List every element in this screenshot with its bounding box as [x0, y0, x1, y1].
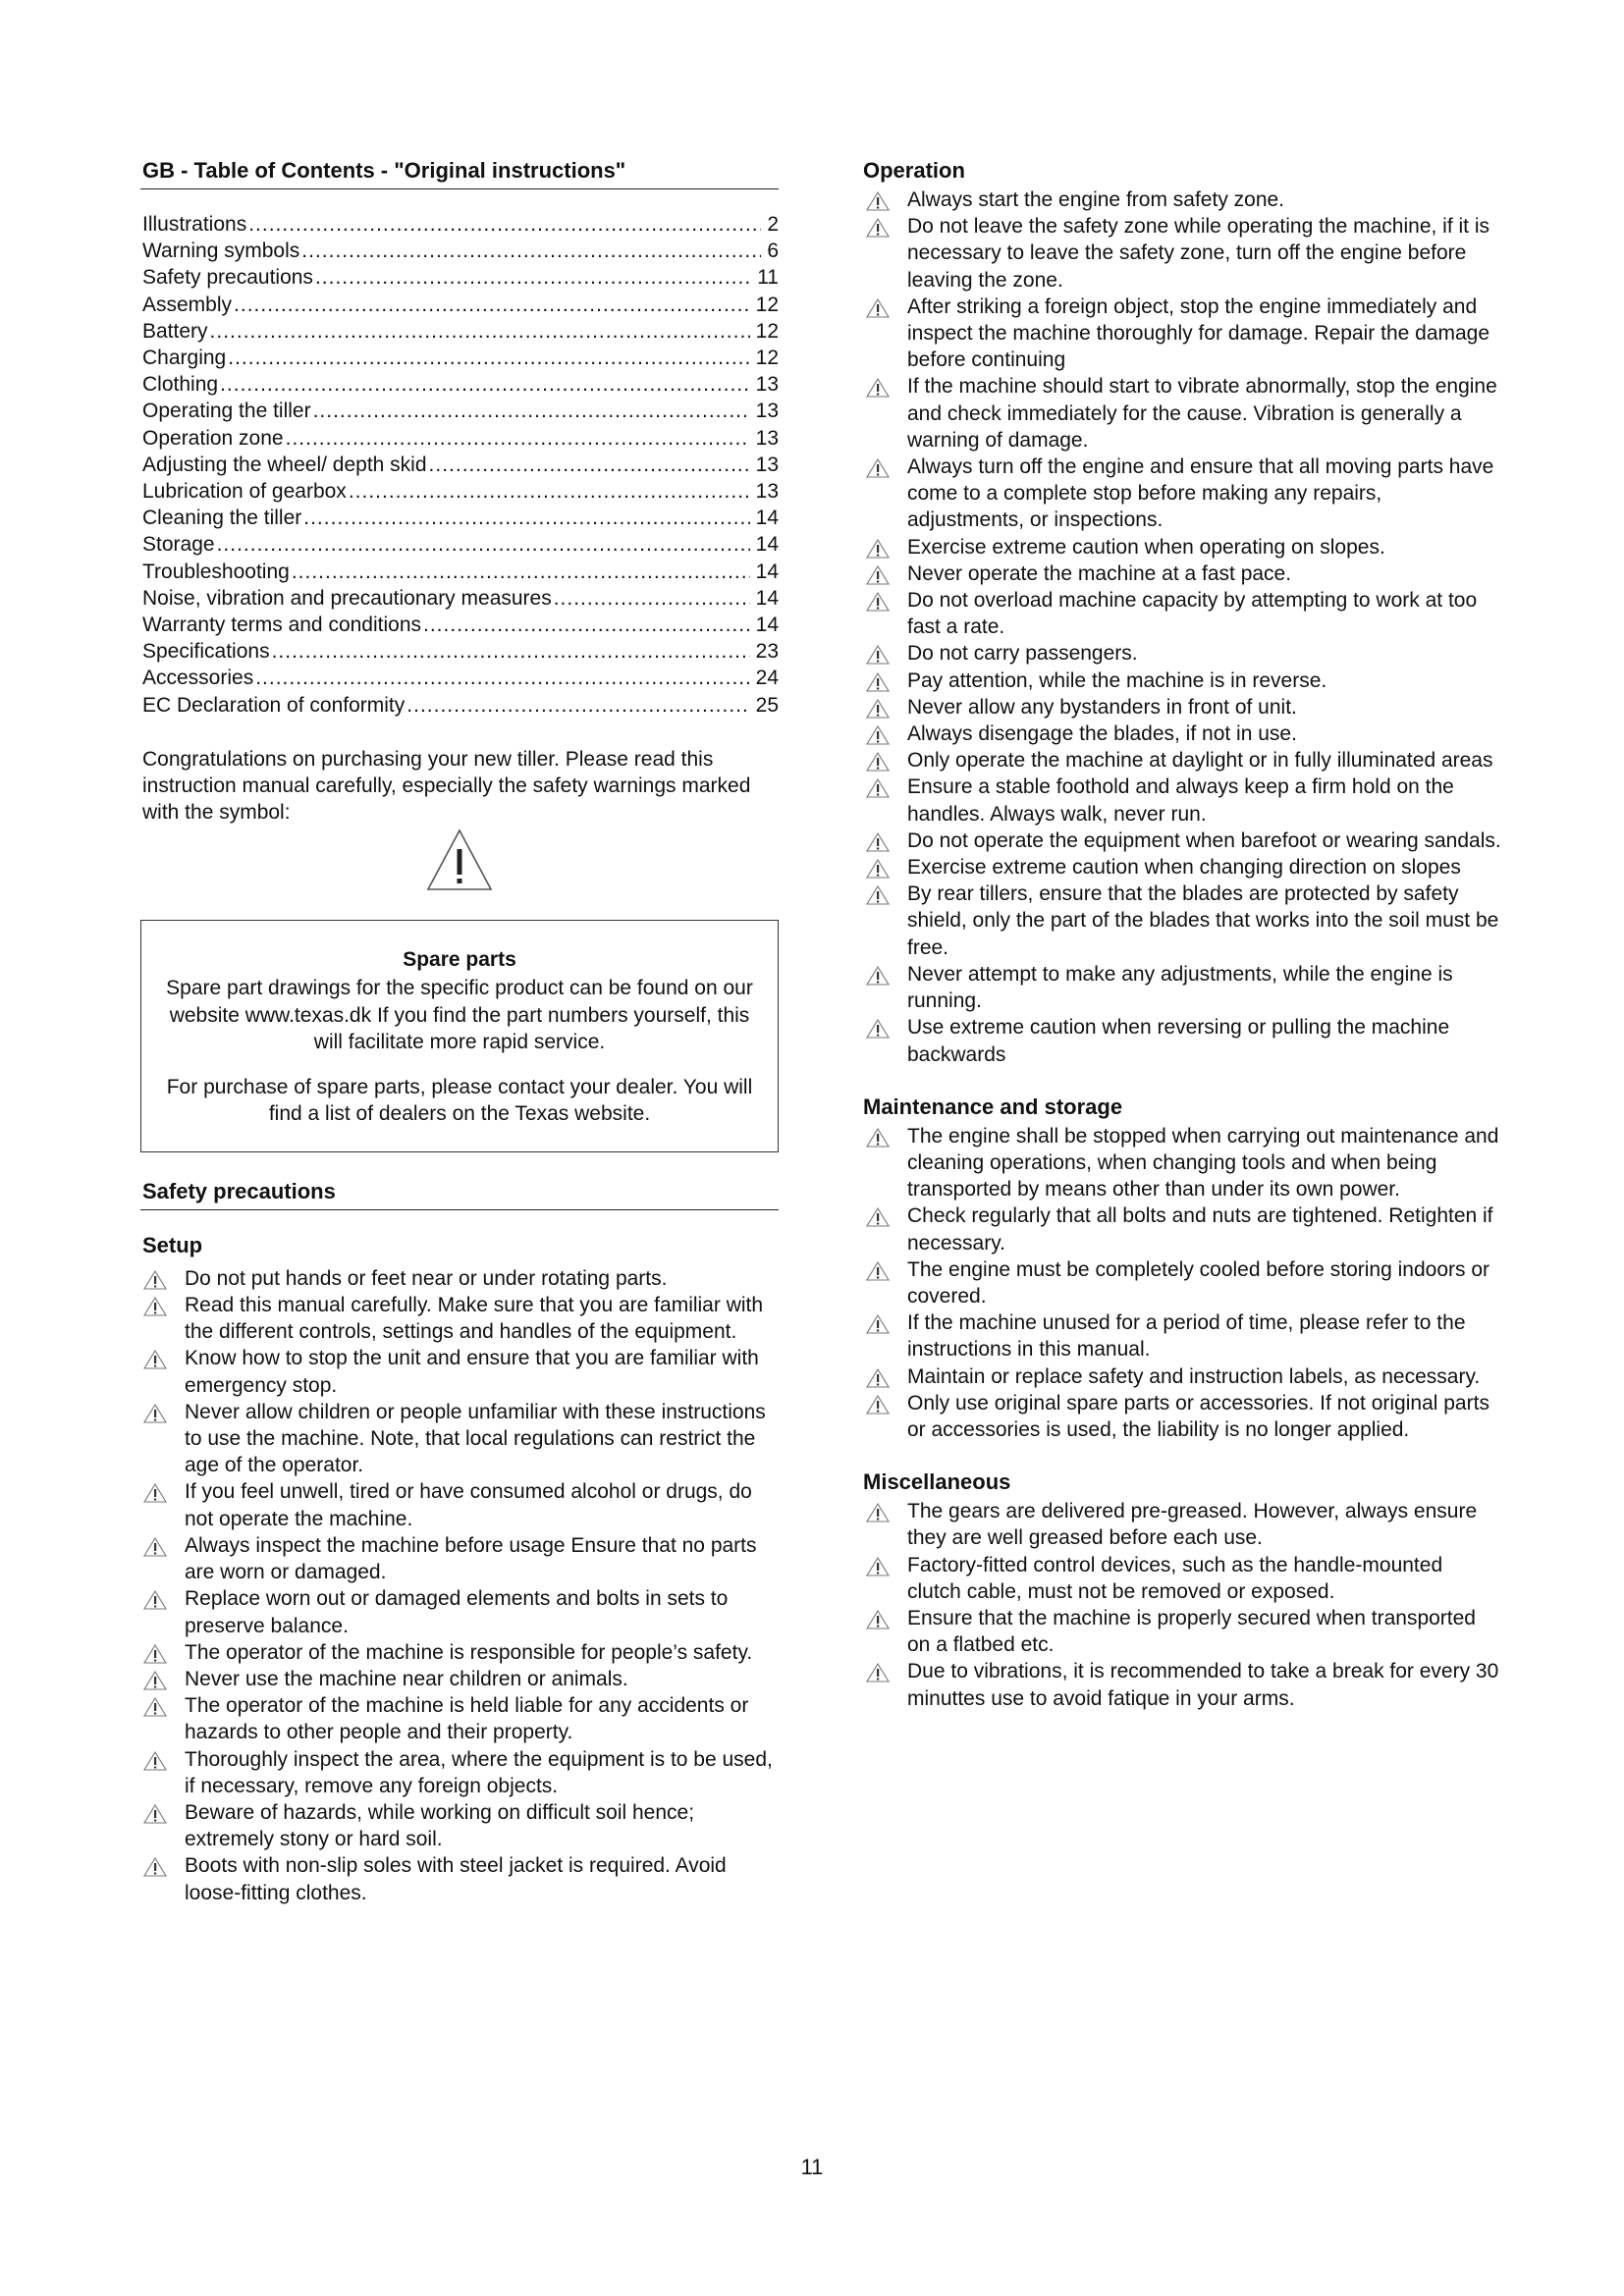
toc-leader-dots — [210, 318, 750, 345]
miscellaneous-heading: Miscellaneous — [863, 1469, 1011, 1495]
warning-triangle-icon — [866, 645, 890, 665]
warning-triangle-icon — [143, 1270, 167, 1290]
warning-triangle-icon — [866, 725, 890, 745]
warning-item — [863, 1363, 1501, 1390]
warning-item — [863, 1202, 1501, 1255]
warning-text: Only use original spare parts or accessories. If not original parts or accessories is used, the liability is no longer applied. — [907, 1391, 1489, 1441]
warning-item — [140, 1399, 779, 1479]
warning-triangle-icon — [866, 298, 890, 318]
toc-entry-page: 14 — [755, 614, 779, 637]
toc-leader-dots — [234, 292, 750, 318]
warning-triangle-icon — [143, 1350, 167, 1369]
warning-text: Replace worn out or damaged elements and bolts in sets to preserve balance. — [185, 1587, 729, 1637]
warning-item — [863, 373, 1501, 454]
miscellaneous-list — [863, 1498, 1501, 1712]
toc-entry-page: 12 — [755, 347, 779, 370]
warning-item — [140, 1799, 779, 1852]
warning-text: Always disengage the blades, if not in use. — [907, 722, 1297, 746]
toc-entry-title: Noise, vibration and precautionary measures — [142, 586, 552, 610]
toc-entry-page: 23 — [755, 640, 779, 664]
warning-item — [863, 1605, 1501, 1658]
warning-triangle-icon — [143, 1590, 167, 1610]
toc-entry-page: 2 — [767, 213, 779, 236]
toc-leader-dots — [429, 452, 750, 478]
toc-entry-title: Storage — [142, 533, 215, 557]
warning-triangle-icon — [866, 1207, 890, 1227]
warning-text: Only operate the machine at daylight or in fully illuminated areas — [907, 749, 1493, 773]
warning-item — [863, 747, 1501, 774]
warning-item — [140, 1746, 779, 1799]
toc-entry-title: Operation zone — [142, 426, 284, 450]
toc-entry-title: Operating the tiller — [142, 400, 311, 423]
toc-leader-dots — [217, 531, 750, 558]
toc-leader-dots — [303, 505, 749, 531]
warning-item — [863, 1552, 1501, 1605]
toc-leader-dots — [272, 638, 750, 665]
toc-leader-dots — [315, 264, 751, 291]
toc-entry — [142, 612, 779, 638]
toc-entry — [142, 531, 779, 558]
toc-leader-dots — [301, 238, 761, 264]
warning-text: Boots with non-slip soles with steel jacket is required. Avoid loose-fitting clothes. — [185, 1854, 727, 1904]
warning-item — [863, 694, 1501, 721]
toc-entry-title: Safety precautions — [142, 266, 313, 290]
warning-item — [863, 961, 1501, 1014]
warning-text: If you feel unwell, tired or have consumed alcohol or drugs, do not operate the machine. — [185, 1480, 752, 1530]
toc-entry — [142, 264, 779, 291]
warning-item — [863, 881, 1501, 961]
warning-triangle-icon — [866, 1019, 890, 1039]
toc-entry-title: Cleaning the tiller — [142, 507, 302, 530]
warning-item — [863, 828, 1501, 854]
toc-entry — [142, 638, 779, 665]
warning-triangle-icon — [143, 1483, 167, 1503]
toc-list — [140, 211, 779, 719]
warning-text: Pay attention, while the machine is in reverse. — [907, 668, 1327, 692]
warning-item — [863, 561, 1501, 587]
warning-triangle-icon — [866, 592, 890, 612]
warning-text: After striking a foreign object, stop the engine immediately and inspect the machine thoroughly for damage. Repair the damage before continuing — [907, 294, 1490, 372]
toc-entry — [142, 425, 779, 452]
warning-item — [863, 534, 1501, 561]
toc-entry — [142, 559, 779, 585]
toc-entry — [142, 371, 779, 398]
warning-text: The operator of the machine is held liable for any accidents or hazards to other people and their property. — [185, 1694, 749, 1744]
warning-text: Always inspect the machine before usage Ensure that no parts are worn or damaged. — [185, 1533, 757, 1584]
warning-text: Do not overload machine capacity by attempting to work at too fast a rate. — [907, 589, 1478, 639]
toc-entry — [142, 665, 779, 691]
warning-triangle-icon — [866, 1610, 890, 1629]
warning-triangle-icon — [866, 191, 890, 211]
toc-entry-title: Lubrication of gearbox — [142, 480, 347, 504]
warning-triangle-icon — [866, 672, 890, 692]
warning-text: If the machine should start to vibrate abnormally, stop the engine and check immediately for the cause. Vibration is generally a warning of damage. — [907, 375, 1497, 452]
warning-text: Factory-fitted control devices, such as the handle-mounted clutch cable, must not be removed or exposed. — [907, 1553, 1443, 1603]
warning-item — [863, 1390, 1501, 1443]
warning-triangle-icon — [143, 1404, 167, 1423]
toc-entry — [142, 478, 779, 505]
warning-text: The gears are delivered pre-greased. However, always ensure they are well greased before each use. — [907, 1500, 1478, 1550]
spare-parts-title: Spare parts — [403, 947, 516, 971]
warning-triangle-icon — [866, 778, 890, 798]
toc-entry-title: Specifications — [142, 640, 270, 664]
spare-parts-box — [140, 920, 779, 1152]
warning-item — [863, 721, 1501, 747]
toc-entry-page: 14 — [755, 586, 779, 610]
toc-entry-page: 11 — [757, 266, 779, 290]
toc-entry-title: Warranty terms and conditions — [142, 614, 422, 637]
spare-parts-paragraph-2: For purchase of spare parts, please contact your dealer. You will find a list of dealers on the Texas website. — [166, 1075, 753, 1126]
warning-item — [863, 854, 1501, 881]
warning-text: The engine must be completely cooled before storing indoors or covered. — [907, 1257, 1490, 1308]
warning-triangle-icon — [143, 1537, 167, 1557]
warning-item — [140, 1585, 779, 1638]
toc-heading: GB - Table of Contents - "Original instructions" — [140, 157, 779, 189]
toc-entry-title: Battery — [142, 319, 208, 343]
toc-entry — [142, 398, 779, 424]
toc-entry-page: 6 — [767, 240, 779, 263]
toc-leader-dots — [220, 371, 750, 398]
warning-text: Due to vibrations, it is recommended to take a break for every 30 minuttes use to avoid fatique in your arms. — [907, 1660, 1499, 1710]
warning-text: Always turn off the engine and ensure that all moving parts have come to a complete stop before making any repairs, adjustments, or inspections. — [907, 455, 1494, 532]
warning-text: Do not put hands or feet near or under rotating parts. — [185, 1266, 668, 1290]
warning-triangle-icon — [866, 859, 890, 879]
intro-text: Congratulations on purchasing your new tiller. Please read this instruction manual carefully, especially the safety warnings marked with the symbol: — [142, 747, 751, 824]
toc-entry — [142, 585, 779, 612]
warning-triangle-icon — [866, 1368, 890, 1388]
warning-item — [863, 294, 1501, 374]
warning-text: Know how to stop the unit and ensure that you are familiar with emergency stop. — [185, 1347, 759, 1397]
warning-text: Ensure a stable foothold and always keep a firm hold on the handles. Always walk, never run. — [907, 775, 1454, 826]
warning-item — [140, 1532, 779, 1585]
warning-item — [863, 1309, 1501, 1362]
toc-leader-dots — [406, 692, 749, 719]
warning-triangle-icon — [143, 1751, 167, 1771]
toc-entry — [142, 505, 779, 531]
toc-entry-page: 13 — [755, 373, 779, 397]
toc-leader-dots — [313, 398, 750, 424]
warning-triangle-icon — [143, 1857, 167, 1877]
warning-triangle-icon — [866, 885, 890, 905]
warning-text: Read this manual carefully. Make sure that you are familiar with the different controls, settings and handles of the equipment. — [185, 1294, 764, 1344]
warning-text: Always start the engine from safety zone. — [907, 188, 1285, 211]
warning-triangle-icon — [866, 1663, 890, 1682]
warning-item — [863, 774, 1501, 827]
toc-leader-dots — [554, 585, 750, 612]
toc-entry-title: EC Declaration of conformity — [142, 693, 406, 717]
warning-triangle-icon — [866, 1395, 890, 1415]
warning-triangle-icon — [143, 1297, 167, 1316]
warning-item — [140, 1478, 779, 1531]
warning-text: The engine shall be stopped when carrying out maintenance and cleaning operations, when changing tools and when being transported by means other than under its own power. — [907, 1124, 1499, 1201]
warning-text: The operator of the machine is responsible for people’s safety. — [185, 1640, 753, 1664]
warning-text: Do not leave the safety zone while operating the machine, if it is necessary to leave the safety zone, turn off the engine before leaving the zone. — [907, 215, 1490, 292]
toc-leader-dots — [228, 345, 749, 371]
warning-text: Use extreme caution when reversing or pulling the machine backwards — [907, 1016, 1450, 1066]
warning-item — [863, 213, 1501, 294]
warning-triangle-icon — [866, 1128, 890, 1148]
warning-item — [863, 454, 1501, 534]
warning-text: Exercise extreme caution when changing direction on slopes — [907, 856, 1461, 880]
warning-text: Never use the machine near children or animals. — [185, 1667, 628, 1690]
warning-triangle-icon — [866, 1261, 890, 1281]
warning-item — [140, 1292, 779, 1345]
toc-entry-page: 14 — [755, 507, 779, 530]
warning-text: Ensure that the machine is properly secured when transported on a flatbed etc. — [907, 1606, 1476, 1657]
warning-text: Exercise extreme caution when operating on slopes. — [907, 535, 1385, 559]
toc-entry-title: Charging — [142, 347, 227, 370]
warning-triangle-icon — [866, 378, 890, 398]
toc-entry-title: Assembly — [142, 293, 233, 316]
warning-text: Check regularly that all bolts and nuts are tightened. Retighten if necessary. — [907, 1204, 1493, 1255]
toc-entry-page: 14 — [755, 560, 779, 583]
operation-list — [863, 187, 1501, 1068]
warning-triangle-icon — [140, 828, 779, 896]
warning-text: By rear tillers, ensure that the blades are protected by safety shield, only the part of the blades that works into the soil must be free. — [907, 882, 1499, 959]
setup-heading: Setup — [142, 1232, 203, 1257]
toc-entry-page: 12 — [755, 319, 779, 343]
toc-entry-title: Troubleshooting — [142, 560, 290, 583]
warning-text: Never allow children or people unfamiliar with these instructions to use the machine. Note, that local regulations can restrict the age of the operator. — [185, 1400, 766, 1477]
warning-item — [863, 1014, 1501, 1067]
warning-triangle-icon — [866, 458, 890, 478]
warning-text: Never operate the machine at a fast pace. — [907, 561, 1292, 585]
toc-leader-dots — [286, 425, 750, 452]
toc-entry-title: Warning symbols — [142, 240, 300, 263]
toc-entry-page: 13 — [755, 400, 779, 423]
toc-entry-page: 24 — [755, 667, 779, 690]
warning-triangle-icon — [866, 1503, 890, 1522]
warning-item — [140, 1692, 779, 1745]
toc-entry — [142, 211, 779, 238]
warning-item — [863, 640, 1501, 667]
toc-entry-title: Accessories — [142, 667, 254, 690]
warning-text: Never allow any bystanders in front of unit. — [907, 695, 1297, 719]
toc-entry-page: 14 — [755, 533, 779, 557]
warning-triangle-icon — [866, 832, 890, 852]
warning-triangle-icon — [143, 1697, 167, 1717]
warning-item — [140, 1345, 779, 1398]
warning-triangle-icon — [866, 1557, 890, 1576]
toc-entry-page: 13 — [755, 426, 779, 450]
warning-text: Never attempt to make any adjustments, while the engine is running. — [907, 962, 1453, 1013]
warning-text: Maintain or replace safety and instruction labels, as necessary. — [907, 1364, 1481, 1388]
warning-triangle-icon — [143, 1644, 167, 1664]
warning-triangle-icon — [866, 699, 890, 719]
warning-item — [140, 1666, 779, 1692]
maintenance-heading: Maintenance and storage — [863, 1094, 1123, 1119]
toc-entry — [142, 318, 779, 345]
toc-leader-dots — [248, 211, 761, 238]
warning-item — [863, 1123, 1501, 1203]
toc-entry — [142, 238, 779, 264]
toc-entry — [142, 345, 779, 371]
warning-triangle-icon — [143, 1804, 167, 1824]
toc-entry-title: Clothing — [142, 373, 219, 397]
warning-item — [140, 1852, 779, 1905]
operation-heading: Operation — [863, 158, 965, 183]
warning-text: Do not carry passengers. — [907, 642, 1138, 666]
safety-heading: Safety precautions — [140, 1178, 779, 1210]
warning-triangle-icon — [866, 218, 890, 238]
toc-entry-page: 25 — [755, 693, 779, 717]
warning-item — [863, 1498, 1501, 1551]
warning-triangle-icon — [866, 1314, 890, 1334]
warning-triangle-icon — [866, 539, 890, 559]
page-number: 11 — [800, 2155, 824, 2179]
warning-item — [863, 667, 1501, 694]
toc-leader-dots — [255, 665, 749, 691]
spare-parts-paragraph-1: Spare part drawings for the specific product can be found on our website www.texas.dk If you find the part numbers yourself, this will facilitate more rapid service. — [166, 977, 753, 1054]
toc-entry-title: Illustrations — [142, 213, 247, 236]
warning-item — [863, 587, 1501, 640]
toc-entry — [142, 452, 779, 478]
warning-item — [863, 1658, 1501, 1711]
toc-entry — [142, 292, 779, 318]
toc-leader-dots — [423, 612, 750, 638]
warning-text: Beware of hazards, while working on difficult soil hence; extremely stony or hard soil. — [185, 1800, 695, 1851]
toc-entry-page: 13 — [755, 480, 779, 504]
warning-triangle-icon — [866, 565, 890, 585]
warning-text: If the machine unused for a period of time, please refer to the instructions in this manual. — [907, 1311, 1466, 1362]
maintenance-list — [863, 1123, 1501, 1443]
toc-entry — [142, 692, 779, 719]
warning-triangle-icon — [866, 752, 890, 772]
warning-item — [863, 1256, 1501, 1309]
toc-leader-dots — [349, 478, 750, 505]
left-column — [140, 157, 779, 1906]
toc-entry-title: Adjusting the wheel/ depth skid — [142, 453, 427, 476]
warning-text: Thoroughly inspect the area, where the equipment is to be used, if necessary, remove any foreign objects. — [185, 1747, 773, 1797]
right-column — [863, 157, 1501, 1712]
warning-item — [863, 187, 1501, 213]
toc-entry-page: 12 — [755, 293, 779, 316]
warning-item — [140, 1265, 779, 1292]
toc-entry-page: 13 — [755, 453, 779, 476]
setup-list — [140, 1265, 779, 1906]
warning-triangle-icon — [143, 1671, 167, 1690]
toc-leader-dots — [292, 559, 750, 585]
warning-text: Do not operate the equipment when barefoot or wearing sandals. — [907, 828, 1501, 852]
warning-item — [140, 1639, 779, 1666]
warning-triangle-icon — [866, 966, 890, 986]
